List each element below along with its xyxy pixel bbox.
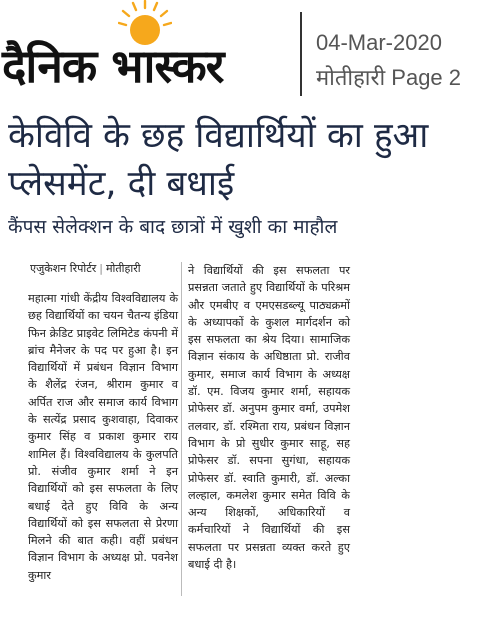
byline-separator: | (99, 262, 103, 275)
masthead-logo: दैनिक भास्कर (2, 39, 224, 93)
newspaper-header (0, 0, 492, 108)
publication-date: 04-Mar-2020 (316, 30, 442, 55)
byline-author: एजुकेशन रिपोर्टर (30, 262, 97, 275)
article-subheadline: कैंपस सेलेक्शन के बाद छात्रों में खुशी का माहौल (8, 216, 338, 238)
column-divider (181, 262, 182, 596)
byline-place: मोतीहारी (105, 262, 141, 275)
article-column-right: ने विद्यार्थियों की इस सफलता पर प्रसन्नता जताते हुए विद्यार्थियों के परिश्रम और एमबीए व एमएसडब्ल्यू पाठ्यक्रमों के अध्यापकों के कुशल मार्गदर्शन को इस सफलता का श्रेय दिया। सामाजिक विज्ञान संकाय के अधिष्ठाता प्रो. राजीव कुमार, समाज कार्य विभाग के अध्यक्ष डॉ. एम. विजय कुमार शर्मा, सहायक प्रोफेसर डॉ. अनुपम कुमार वर्मा, उपमेश तलवार, डॉ. रश्मिता राय, प्रबंधन विज्ञान विभाग के प्रो सुधीर कुमार साहू, सह प्रोफेसर डॉ. सपना सुगंधा, सहायक प्रोफेसर डॉ. स्वाति कुमारी, डॉ. अल्का लल्हाल, कमलेश कुमार समेत विवि के अन्य शिक्षकों, अधिकारियों व कर्मचारियों ने विद्यार्थियों की इस सफलता पर प्रसन्नता व्यक्त करते हुए बधाई दी है। (188, 264, 350, 572)
article-column-left: महात्मा गांधी केंद्रीय विश्वविद्यालय के छह विद्यार्थियों का चयन चैतन्य इंडिया फिन क्रेडिट प्राइवेट लिमिटेड कंपनी में ब्रांच मैनेजर के पद पर हुआ है। इन विद्यार्थियों में प्रबंधन विज्ञान विभाग के शैलेंद्र रंजन, श्रीराम कुमार व अर्पित राज और समाज कार्य विभाग के सत्येंद्र प्रसाद कुशवाहा, दिवाकर कुमार सिंह व प्रकाश कुमार राय शामिल हैं। विश्वविद्यालय के कुलपति प्रो. संजीव कुमार शर्मा ने इन विद्यार्थियों को इस सफलता के लिए बधाई देते हुए विवि के अन्य विद्यार्थियों को इस सफलता से प्रेरणा मिलने की बात कही। वहीं प्रबंधन विज्ञान विभाग के अध्यक्ष प्रो. पवनेश कुमार (28, 292, 178, 582)
article-headline: केविवि के छह विद्यार्थियों का हुआ प्लेसमेंट, दी बधाई (8, 116, 429, 204)
article-byline (30, 261, 141, 276)
header-divider (300, 12, 302, 96)
edition-page: मोतीहारी Page 2 (316, 65, 462, 90)
